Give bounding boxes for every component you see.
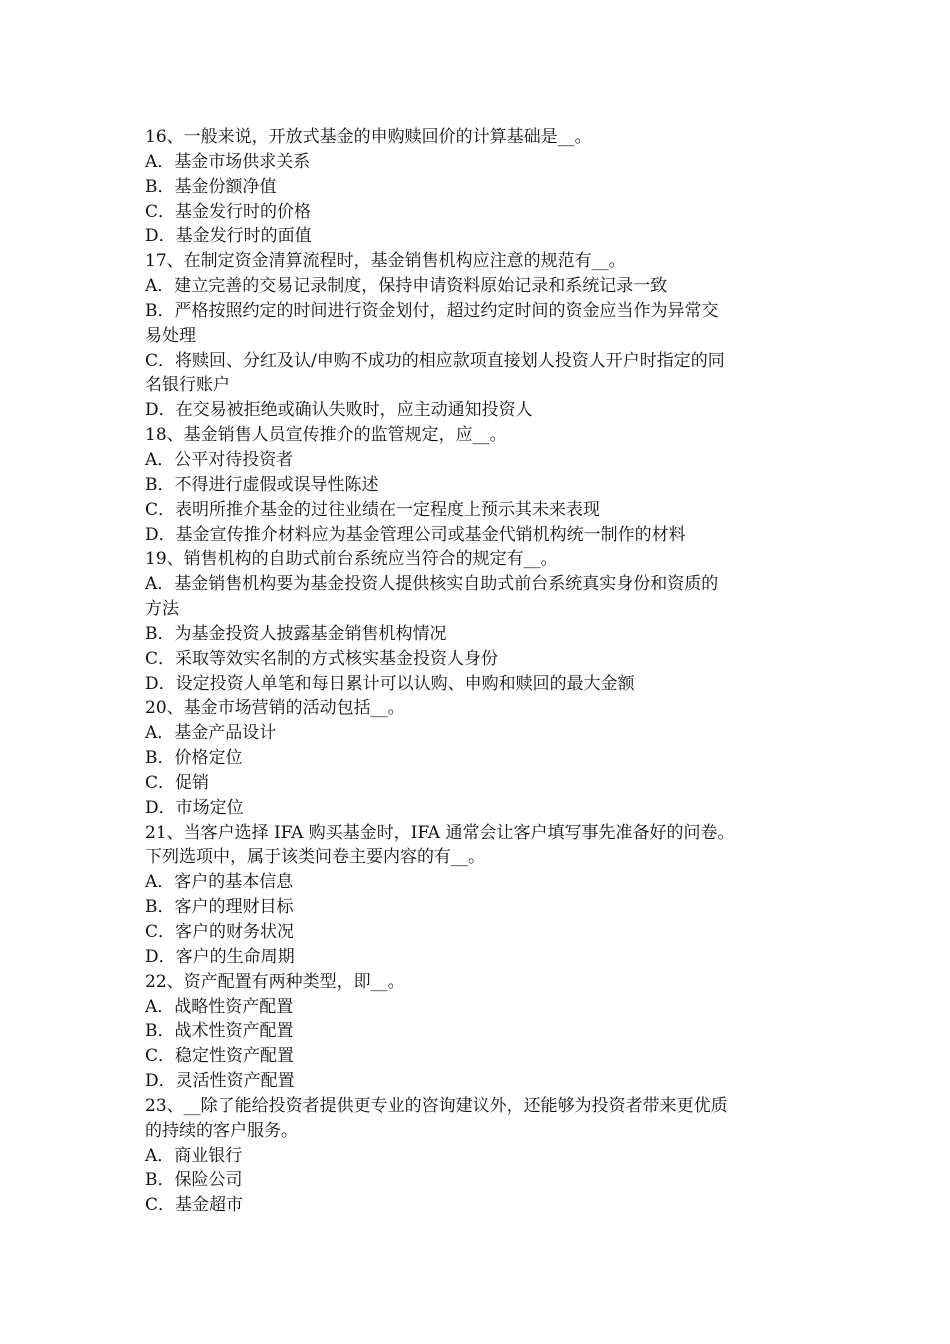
question-19-option-a-cont: 方法	[145, 599, 179, 620]
question-21-stem: 21、当客户选择 IFA 购买基金时，IFA 通常会让客户填写事先准备好的问卷。	[145, 822, 735, 843]
question-16-option-a: A．基金市场供求关系	[145, 151, 311, 172]
question-20-option-d: D．市场定位	[145, 797, 244, 818]
question-20-option-a: A．基金产品设计	[145, 723, 277, 744]
question-17-option-d: D．在交易被拒绝或确认失败时，应主动通知投资人	[145, 400, 533, 421]
question-17-option-c: C．将赎回、分红及认/申购不成功的相应款项直接划人投资人开户时指定的同	[145, 350, 725, 371]
question-17-stem: 17、在制定资金清算流程时，基金销售机构应注意的规范有__。	[145, 251, 626, 272]
question-22-stem: 22、资产配置有两种类型，即__。	[145, 971, 405, 992]
question-19-option-c: C．采取等效实名制的方式核实基金投资人身份	[145, 648, 499, 669]
question-21-option-d: D．客户的生命周期	[145, 946, 295, 967]
question-20-option-c: C．促销	[145, 772, 210, 793]
question-18-stem: 18、基金销售人员宣传推介的监管规定，应__。	[145, 425, 507, 446]
question-16-option-b: B．基金份额净值	[145, 176, 277, 197]
question-18-option-b: B．不得进行虚假或误导性陈述	[145, 474, 379, 495]
question-19-stem: 19、销售机构的自助式前台系统应当符合的规定有__。	[145, 549, 558, 570]
question-23-option-b: B．保险公司	[145, 1170, 243, 1191]
question-21-option-a: A．客户的基本信息	[145, 872, 294, 893]
question-22-option-a: A．战略性资产配置	[145, 996, 294, 1017]
question-16-stem: 16、一般来说，开放式基金的申购赎回价的计算基础是__。	[145, 127, 592, 147]
question-23-stem: 23、__除了能给投资者提供更专业的咨询建议外，还能够为投资者带来更优质	[145, 1095, 728, 1116]
question-22-option-d: D．灵活性资产配置	[145, 1071, 295, 1092]
question-21-option-c: C．客户的财务状况	[145, 922, 295, 942]
question-16-option-d: D．基金发行时的面值	[145, 226, 312, 247]
question-22-option-b: B．战术性资产配置	[145, 1021, 294, 1042]
question-17-option-a: A．建立完善的交易记录制度，保持申请资料原始记录和系统记录一致	[145, 276, 668, 297]
question-23-option-c: C．基金超市	[145, 1195, 244, 1216]
question-16-option-c: C．基金发行时的价格	[145, 201, 312, 222]
question-18-option-c: C．表明所推介基金的过往业绩在一定程度上预示其未来表现	[145, 499, 601, 520]
question-21-stem-cont: 下列选项中，属于该类问卷主要内容的有__。	[145, 847, 485, 868]
question-19-option-b: B．为基金投资人披露基金销售机构情况	[145, 623, 447, 644]
question-17-option-c-cont: 名银行账户	[145, 375, 230, 396]
question-17-option-b: B．严格按照约定的时间进行资金划付，超过约定时间的资金应当作为异常交	[145, 300, 719, 321]
question-17-option-b-cont: 易处理	[145, 325, 196, 346]
question-22-option-c: C．稳定性资产配置	[145, 1046, 295, 1067]
question-21-option-b: B．客户的理财目标	[145, 897, 294, 918]
question-19-option-d: D．设定投资人单笔和每日累计可以认购、申购和赎回的最大金额	[145, 673, 635, 694]
question-19-option-a: A．基金销售机构要为基金投资人提供核实自助式前台系统真实身份和资质的	[145, 574, 719, 595]
question-18-option-a: A．公平对待投资者	[145, 449, 294, 470]
question-23-stem-cont: 的持续的客户服务。	[145, 1120, 298, 1141]
question-18-option-d: D．基金宣传推介材料应为基金管理公司或基金代销机构统一制作的材料	[145, 524, 686, 545]
question-23-option-a: A．商业银行	[145, 1145, 243, 1166]
question-20-option-b: B．价格定位	[145, 748, 243, 769]
question-20-stem: 20、基金市场营销的活动包括__。	[145, 698, 405, 719]
document-body	[145, 125, 810, 1218]
